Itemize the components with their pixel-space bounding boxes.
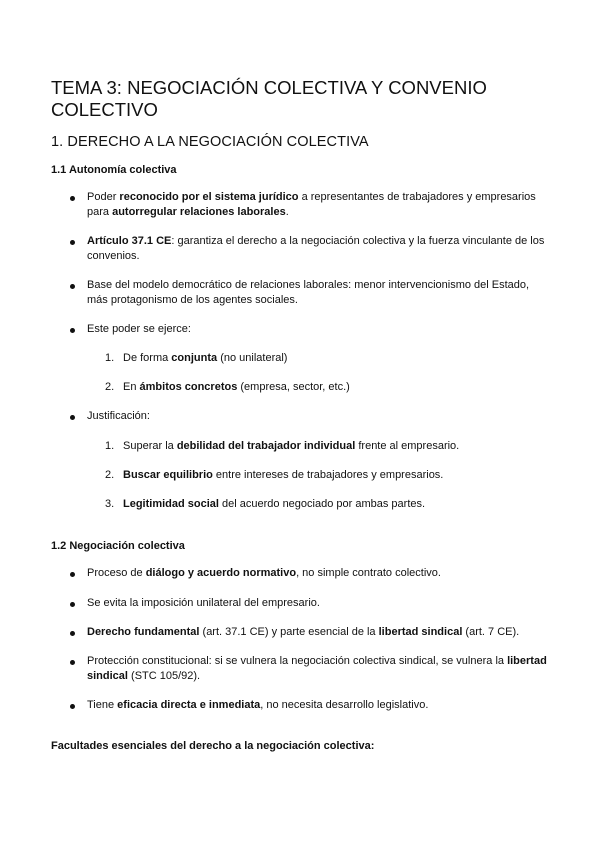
subsection-heading-1-1: 1.1 Autonomía colectiva bbox=[51, 164, 177, 176]
bullet-icon bbox=[70, 328, 75, 333]
bullet-icon bbox=[70, 415, 75, 420]
numbered-item: 1. Superar la debilidad del trabajador individual frente al empresario. bbox=[105, 440, 460, 452]
list-item: Proceso de diálogo y acuerdo normativo, no simple contrato colectivo. bbox=[87, 566, 547, 581]
bullet-icon bbox=[70, 572, 75, 577]
subsection-heading-1-2: 1.2 Negociación colectiva bbox=[51, 540, 185, 552]
page-title: TEMA 3: NEGOCIACIÓN COLECTIVA Y CONVENIO COLECTIVO bbox=[51, 77, 487, 120]
list-item: Base del modelo democrático de relaciones laborales: menor intervencionismo del Estado, más protagonismo de los agentes sociales. bbox=[87, 278, 547, 308]
bullet-icon bbox=[70, 704, 75, 709]
numbered-item: 2. En ámbitos concretos (empresa, sector, etc.) bbox=[105, 381, 350, 393]
list-item: Tiene eficacia directa e inmediata, no necesita desarrollo legislativo. bbox=[87, 698, 547, 713]
bullet-icon bbox=[70, 240, 75, 245]
bullet-icon bbox=[70, 602, 75, 607]
list-item: Artículo 37.1 CE: garantiza el derecho a la negociación colectiva y la fuerza vinculante de los convenios. bbox=[87, 234, 547, 264]
section-heading-1: 1. DERECHO A LA NEGOCIACIÓN COLECTIVA bbox=[51, 134, 369, 150]
list-item: Justificación: bbox=[87, 409, 547, 424]
list-item: Protección constitucional: si se vulnera la negociación colectiva sindical, se vulnera la libertad sindical (STC 105/92). bbox=[87, 654, 547, 684]
numbered-item: 2. Buscar equilibrio entre intereses de trabajadores y empresarios. bbox=[105, 469, 444, 481]
bullet-icon bbox=[70, 196, 75, 201]
facultades-heading: Facultades esenciales del derecho a la negociación colectiva: bbox=[51, 740, 375, 752]
list-item: Poder reconocido por el sistema jurídico a representantes de trabajadores y empresarios para autorregular relaciones laborales. bbox=[87, 190, 547, 220]
list-item: Este poder se ejerce: bbox=[87, 322, 547, 337]
bullet-icon bbox=[70, 631, 75, 636]
numbered-item: 3. Legitimidad social del acuerdo negociado por ambas partes. bbox=[105, 498, 426, 510]
list-item: Se evita la imposición unilateral del empresario. bbox=[87, 596, 547, 611]
bullet-icon bbox=[70, 660, 75, 665]
numbered-item: 1. De forma conjunta (no unilateral) bbox=[105, 352, 288, 364]
list-item: Derecho fundamental (art. 37.1 CE) y parte esencial de la libertad sindical (art. 7 CE). bbox=[87, 625, 547, 640]
bullet-icon bbox=[70, 284, 75, 289]
